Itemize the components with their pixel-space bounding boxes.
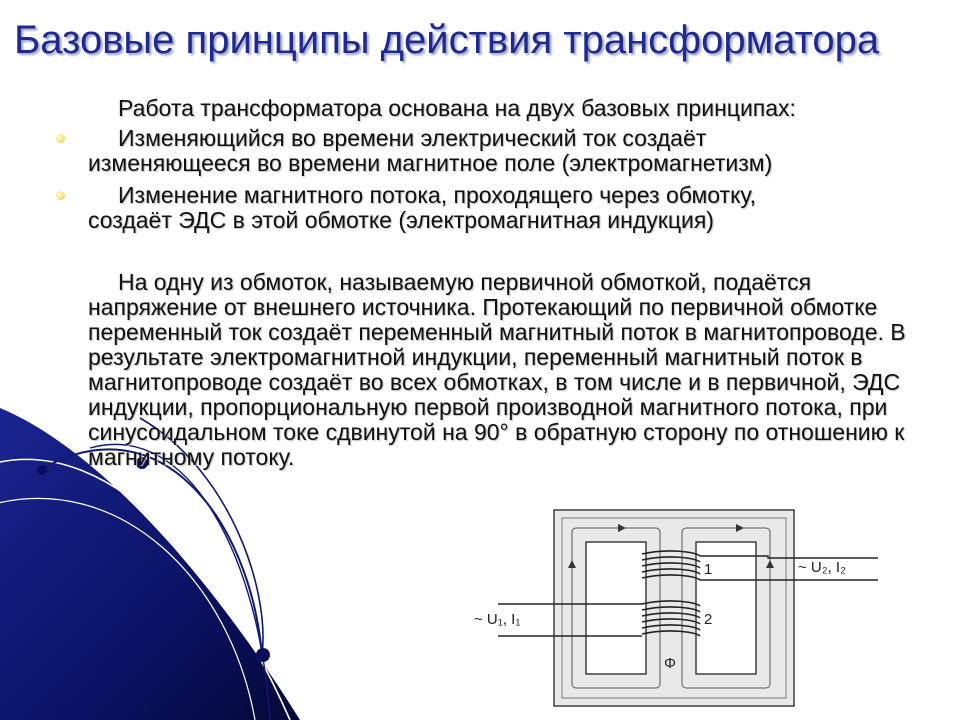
decor-node-3	[256, 648, 270, 662]
flux-label: Φ	[664, 655, 676, 672]
intro-text: Работа трансформатора основана на двух базовых принципах:	[118, 95, 796, 121]
transformer-diagram	[468, 508, 888, 713]
bullet-2-line-2: создаёт ЭДС в этой обмотке (электромагнитная индукция)	[88, 207, 714, 233]
bullet-2-line-1: Изменение магнитного потока, проходящего через обмотку,	[118, 182, 756, 208]
slide-title: Базовые принципы действия трансформатора	[14, 18, 880, 62]
bullet-dot-icon	[56, 134, 65, 143]
winding-2-label: 2	[704, 611, 713, 628]
core-window-left	[586, 542, 646, 674]
bullet-dot-icon	[56, 191, 65, 200]
bullet-1-line-2: изменяющееся во времени магнитное поле (электромагнетизм)	[88, 150, 773, 176]
secondary-voltage-label: ~ U₂, I₂	[798, 559, 846, 576]
bullet-item-1	[88, 126, 928, 176]
winding-1-label: 1	[704, 561, 713, 578]
bullet-1-line-1: Изменяющийся во времени электрический ток создаёт	[118, 125, 707, 151]
body-paragraph: На одну из обмоток, называемую первичной обмоткой, подаётся напряжение от внешнего источника. Протекающий по первичной обмотке переменный ток создаёт переменный магнитный поток в магнитопроводе. В результате электромагнитной индукции, переменный магнитный поток в магнитопроводе создаёт во всех обмотках, в том числе и в первичной, ЭДС индукции, пропорциональную первой производной магнитного потока, при синусоидальном токе сдвинутой на 90° в обратную сторону по отношению к магнитному потоку.	[88, 269, 906, 470]
decor-node-1	[37, 465, 47, 475]
primary-voltage-label: ~ U₁, I₁	[474, 611, 521, 628]
bullet-item-2	[88, 183, 928, 233]
